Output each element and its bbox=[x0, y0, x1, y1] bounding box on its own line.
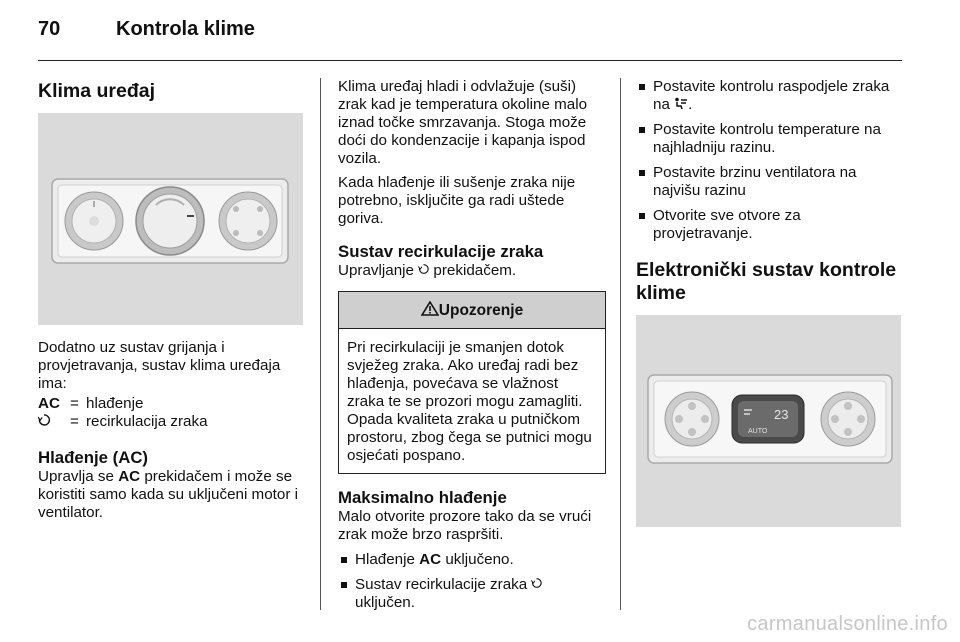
column-3 bbox=[636, 78, 902, 527]
bullet-recirculation-on bbox=[338, 576, 606, 612]
bullet-marker bbox=[639, 170, 645, 176]
recirculation-icon bbox=[38, 413, 70, 432]
bullet-text: Postavite kontrolu temperature na najhladniju razinu. bbox=[653, 121, 881, 156]
definition-value-cooling: hlađenje bbox=[86, 395, 144, 412]
bullet-text: Sustav recirkulacije zraka uključen. bbox=[355, 576, 542, 612]
page-title: Kontrola klime bbox=[116, 18, 255, 40]
bullet-marker bbox=[639, 84, 645, 90]
recirculation-icon bbox=[418, 262, 429, 279]
column-2 bbox=[338, 78, 606, 612]
definition-equals: = bbox=[70, 395, 79, 412]
definition-value-recirculation: recirkulacija zraka bbox=[86, 413, 208, 430]
max-cooling-text: Malo otvorite prozore tako da se vrući zrak može brzo raspršiti. bbox=[338, 508, 592, 543]
max-cooling-heading: Maksimalno hlađenje bbox=[338, 488, 507, 507]
temperature-knob bbox=[136, 187, 204, 255]
bullet-marker bbox=[341, 557, 347, 563]
warning-triangle-icon bbox=[421, 302, 439, 319]
air-distribution-icon bbox=[674, 96, 688, 113]
bullet-vents bbox=[636, 207, 902, 243]
cooling-ac-heading: Hlađenje (AC) bbox=[38, 448, 149, 467]
definition-recirculation bbox=[38, 413, 306, 432]
bullet-marker bbox=[639, 127, 645, 133]
definition-ac bbox=[38, 395, 306, 413]
definition-key-ac: AC bbox=[38, 395, 60, 412]
fuel-saving-paragraph: Kada hlađenje ili sušenje zraka nije potrebno, isključite ga radi uštede goriva. bbox=[338, 174, 576, 227]
column-divider bbox=[620, 78, 621, 610]
page-number: 70 bbox=[38, 18, 61, 40]
bullet-air-distribution bbox=[636, 78, 902, 114]
bullet-text: Otvorite sve otvore za provjetravanje. bbox=[653, 207, 801, 242]
page-header bbox=[38, 18, 255, 48]
right-control-pad bbox=[821, 392, 875, 446]
section-heading-ac: Klima uređaj bbox=[38, 80, 156, 102]
bullet-temperature bbox=[636, 121, 902, 157]
recirculation-heading: Sustav recirkulacije zraka bbox=[338, 242, 544, 261]
left-control-pad bbox=[665, 392, 719, 446]
bullet-fan-speed bbox=[636, 164, 902, 200]
display-temperature: 23 bbox=[774, 407, 789, 422]
bullet-text: Postavite brzinu ventilatora na najvišu razinu bbox=[653, 164, 857, 199]
column-divider bbox=[320, 78, 321, 610]
watermark: carmanualsonline.info bbox=[747, 613, 948, 635]
warning-text: Pri recirkulaciji je smanjen dotok svježeg zraka. Ako uređaj radi bez hlađenja, povećava se vlažnost zraka te se prozori mogu zamagliti. Opada kvaliteta zraka u putničkom prostoru, zbog čega se putnici mogu osjećati pospano. bbox=[347, 339, 592, 464]
bullet-marker bbox=[341, 582, 347, 588]
ac-control-panel-illustration bbox=[38, 113, 303, 325]
warning-box bbox=[338, 291, 606, 474]
bullet-text: Hlađenje AC uključeno. bbox=[355, 551, 514, 568]
climate-display bbox=[732, 395, 804, 443]
electronic-climate-panel-illustration bbox=[636, 315, 901, 527]
recirculation-text: Upravljanje prekidačem. bbox=[338, 262, 517, 279]
warning-header bbox=[339, 292, 605, 329]
bullet-ac-on bbox=[338, 551, 606, 569]
cooling-ac-text: Upravlja se AC prekidačem i može se koristiti samo kada su uključeni motor i ventilator. bbox=[38, 468, 298, 521]
warning-title: Upozorenje bbox=[438, 302, 524, 319]
header-rule bbox=[38, 60, 902, 61]
electronic-climate-panel-photo bbox=[636, 315, 901, 527]
ac-control-panel-photo bbox=[38, 113, 303, 325]
ac-intro-text: Dodatno uz sustav grijanja i provjetravanja, sustav klima uređaja ima: bbox=[38, 339, 281, 392]
definition-equals: = bbox=[70, 413, 79, 430]
ac-description-paragraph: Klima uređaj hladi i odvlažuje (suši) zrak kad je temperatura okoline malo iznad točke smrzavanja. Stoga može doći do kondenzacije i kapanja ispod vozila. bbox=[338, 78, 588, 167]
electronic-climate-heading: Elektronički sustav kontrole klime bbox=[636, 259, 897, 304]
bullet-text: Postavite kontrolu raspodjele zraka na . bbox=[653, 78, 890, 113]
display-mode: AUTO bbox=[748, 428, 768, 435]
bullet-marker bbox=[639, 213, 645, 219]
column-1 bbox=[38, 78, 306, 522]
recirculation-icon bbox=[531, 576, 542, 593]
fan-knob bbox=[65, 192, 123, 250]
air-distribution-knob bbox=[219, 192, 277, 250]
